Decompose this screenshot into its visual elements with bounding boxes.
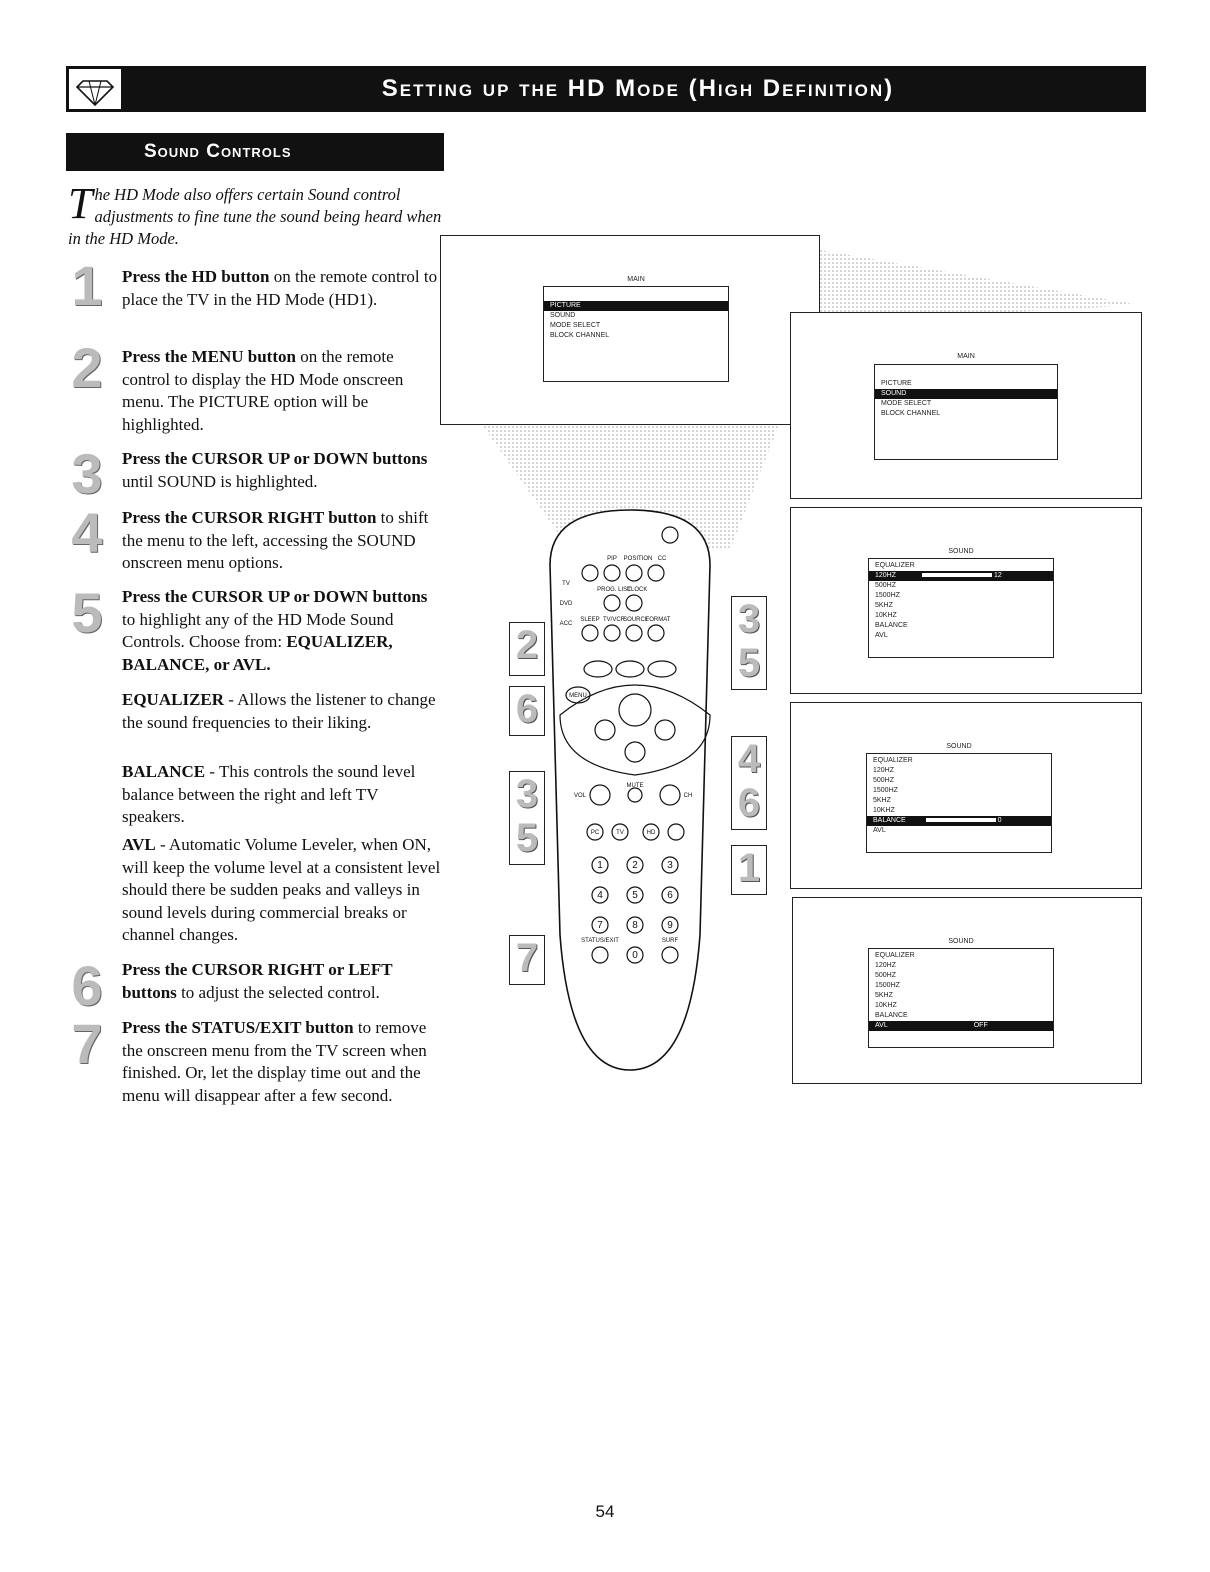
menu-item: 5KHZ <box>875 602 893 609</box>
step-4: Press the CURSOR RIGHT button to shift the menu to the left, accessing the SOUND onscreen menu options. <box>122 508 429 572</box>
step-3: Press the CURSOR UP or DOWN buttons until SOUND is highlighted. <box>122 449 428 491</box>
remote-label-menu: MENU <box>569 693 587 699</box>
step-7: Press the STATUS/EXIT button to remove the onscreen menu from the TV screen when finished. Or, let the display time out and the menu will disappear after a few second. <box>122 1018 427 1105</box>
menu-item: 1500HZ <box>875 982 900 989</box>
definition-avl: AVL - Automatic Volume Leveler, when ON, will keep the volume level at a consistent level should there be sudden peaks and valleys in sound levels during commercial breaks or channel changes. <box>122 835 441 944</box>
menu-item: EQUALIZER <box>873 757 913 764</box>
main-menu <box>543 286 729 382</box>
remote-label-clock: CLOCK <box>626 587 648 593</box>
menu-item-selected: 120HZ 12 <box>869 571 1053 581</box>
remote-label-acc: ACC <box>559 621 573 627</box>
menu-item: PICTURE <box>881 380 912 387</box>
menu-item: MODE SELECT <box>550 322 601 329</box>
menu-item: AVL <box>875 632 888 639</box>
remote-digit: 3 <box>667 860 673 871</box>
menu-item: EQUALIZER <box>875 952 915 959</box>
menu-title: MAIN <box>957 353 975 360</box>
remote-digit: 0 <box>632 950 638 961</box>
menu-item: AVL <box>873 827 886 834</box>
remote-label-mute: MUTE <box>626 783 644 789</box>
step-number: 4 <box>71 501 103 564</box>
remote-label-status: STATUS/EXIT <box>581 938 619 944</box>
remote-label-tv-button: TV <box>616 830 624 836</box>
step-1: Press the HD button on the remote control to place the TV in the HD Mode (HD1). <box>122 267 438 309</box>
intro-text: he HD Mode also offers certain Sound control adjustments to fine tune the sound being heard when in the HD Mode. <box>68 185 442 248</box>
menu-item: BALANCE <box>875 622 908 629</box>
diamond-icon <box>68 68 122 110</box>
step-number: 3 <box>71 442 103 505</box>
callout-step: 6 <box>509 686 545 736</box>
remote-label-pc: PC <box>590 830 600 836</box>
remote-digit: 4 <box>597 890 603 901</box>
menu-item: 5KHZ <box>875 992 893 999</box>
step-number: 5 <box>71 581 103 644</box>
callout-step: 2 <box>509 622 545 676</box>
main-menu-sound-selected <box>874 364 1058 460</box>
step-5: Press the CURSOR UP or DOWN buttons to highlight any of the HD Mode Sound Controls. Choose from: EQUALIZER, BALANCE, or AVL. <box>122 587 428 674</box>
step-number: 6 <box>71 954 103 1017</box>
remote-control <box>540 505 720 1075</box>
menu-item: 500HZ <box>875 972 897 979</box>
menu-title: SOUND <box>948 548 974 555</box>
remote-label-vol: VOL <box>573 793 587 799</box>
remote-label-pip: PIP <box>607 556 617 562</box>
remote-label-position: POSITION <box>623 556 653 562</box>
menu-item: 500HZ <box>873 777 895 784</box>
menu-item: 10KHZ <box>875 1002 897 1009</box>
menu-title: SOUND <box>946 743 972 750</box>
menu-item: 5KHZ <box>873 797 891 804</box>
remote-digit: 1 <box>597 860 603 871</box>
page-title: Setting up the HD Mode (High Definition) <box>381 75 895 102</box>
remote-digit: 7 <box>597 920 603 931</box>
callout-step-pair: 4 6 <box>731 736 767 830</box>
remote-digit: 5 <box>632 890 638 901</box>
step-number: 7 <box>71 1012 103 1075</box>
definition-balance: BALANCE - This controls the sound level balance between the right and left TV speakers. <box>122 762 416 826</box>
menu-item: 10KHZ <box>875 612 897 619</box>
sound-menu-avl <box>868 948 1054 1048</box>
remote-label-tv: TV <box>562 581 570 587</box>
menu-item: 1500HZ <box>873 787 898 794</box>
section-title: Sound Controls <box>66 133 444 171</box>
menu-item-selected: BALANCE 0 <box>867 816 1051 826</box>
intro-paragraph <box>68 179 444 250</box>
remote-label-source: SOURCE <box>623 617 649 623</box>
step-6: Press the CURSOR RIGHT or LEFT buttons to adjust the selected control. <box>122 960 393 1002</box>
step-2: Press the MENU button on the remote control to display the HD Mode onscreen menu. The PICTURE option will be highlighted. <box>122 347 404 434</box>
sound-menu-eq <box>868 558 1054 658</box>
remote-digit: 6 <box>667 890 673 901</box>
menu-title: MAIN <box>627 276 645 283</box>
menu-item: BALANCE <box>875 1012 908 1019</box>
step-number: 2 <box>71 336 103 399</box>
remote-label-surf: SURF <box>661 938 679 944</box>
callout-step-pair: 3 5 <box>509 771 545 865</box>
menu-item: 120HZ <box>873 767 895 774</box>
menu-item: BLOCK CHANNEL <box>550 332 610 339</box>
remote-label-sleep: SLEEP <box>580 617 600 623</box>
sound-menu-balance <box>866 753 1052 853</box>
dropcap: T <box>68 179 93 228</box>
callout-step-pair: 3 5 <box>731 596 767 690</box>
menu-item: BLOCK CHANNEL <box>881 410 941 417</box>
menu-item: 120HZ <box>875 962 897 969</box>
remote-digit: 2 <box>632 860 638 871</box>
menu-item: 10KHZ <box>873 807 895 814</box>
menu-item: 500HZ <box>875 582 897 589</box>
remote-label-prog-list: PROG. LIST <box>597 587 631 593</box>
remote-label-ch: CH <box>683 793 693 799</box>
callout-step: 7 <box>509 935 545 985</box>
definition-equalizer: EQUALIZER - Allows the listener to change the sound frequencies to their liking. <box>122 690 436 732</box>
menu-item-selected: AVL OFF <box>869 1021 1053 1031</box>
remote-label-tv-vcr: TV/VCR <box>602 617 626 623</box>
page-number: 54 <box>595 1502 615 1521</box>
remote-digit: 9 <box>667 920 673 931</box>
remote-label-cc: CC <box>657 556 667 562</box>
remote-digit: 8 <box>632 920 638 931</box>
remote-label-dvd: DVD <box>559 601 573 607</box>
remote-label-format: FORMAT <box>645 617 671 623</box>
menu-item: 1500HZ <box>875 592 900 599</box>
menu-item: PICTURE <box>544 301 728 311</box>
remote-label-hd: HD <box>646 830 656 836</box>
menu-item: EQUALIZER <box>875 562 915 569</box>
menu-item: SOUND <box>550 312 576 319</box>
callout-step: 1 <box>731 845 767 895</box>
menu-title: SOUND <box>948 938 974 945</box>
menu-item: MODE SELECT <box>881 400 932 407</box>
menu-item: SOUND <box>875 389 1057 399</box>
step-number: 1 <box>71 254 103 317</box>
